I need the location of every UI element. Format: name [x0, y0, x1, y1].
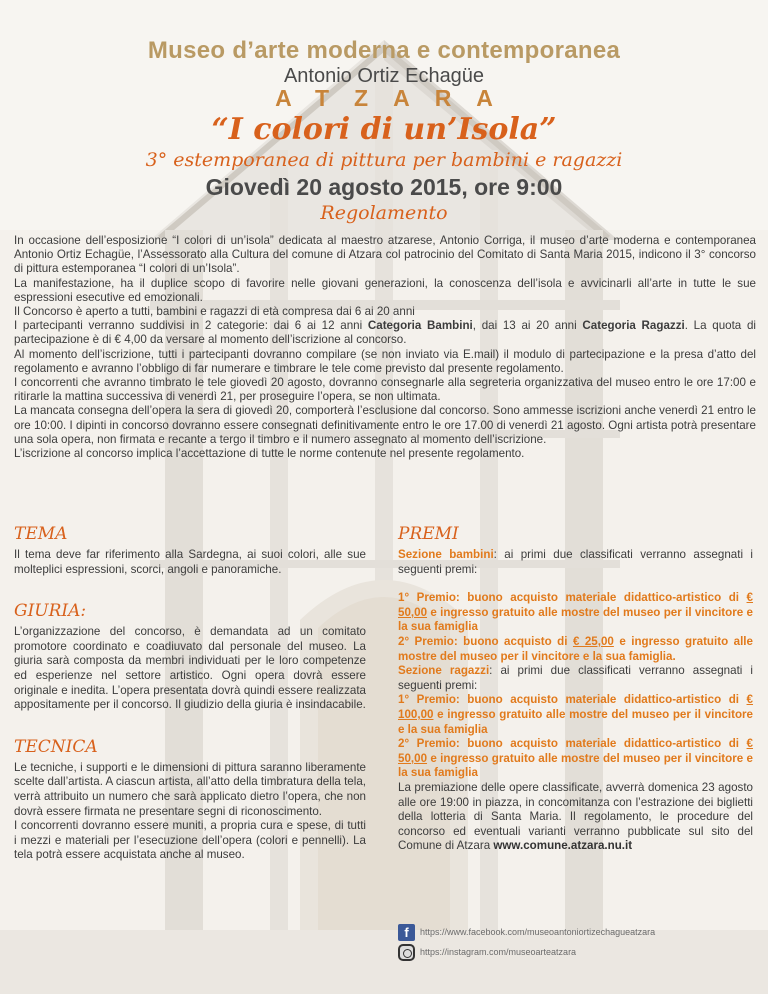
website-link[interactable]: www.comune.atzara.nu.it — [493, 839, 633, 853]
event-title: “I colori di un’Isola” — [211, 112, 557, 147]
tecnica-text: I concorrenti dovranno essere muniti, a propria cura e spese, di tutti i mezzi e materiali per l’esecuzione dell’opera (colori e pennelli). La tela potrà essere acquistata anche al museo. — [14, 819, 366, 862]
event-date: Giovedì 20 agosto 2015, ore 9:00 — [205, 174, 563, 200]
premiazione-text: La premiazione delle opere classificate, avverrà domenica 23 agosto alle ore 19:00 in piazza, in concomitanza con l’estrazione dei biglietti della lotteria di Santa Maria. Il regolamento, le procedure del concorso ed eventuali varianti verranno pubblicate sul sito del Comune di Atzara www.comune.atzara.nu.it — [398, 780, 753, 853]
giuria-text: L’organizzazione del concorso, è demandata ad un comitato promotore coordinato e coadiuvato dal personale del museo. La giuria sarà composta da membri individuati per le loro competenze ed esperienze nel settore artistico. Ogni opera dovrà essere originale e inedita. L’opera presentata dovrà quindi essere realizzata appositamente per il concorso. Il giudizio della giuria è insindacabile. — [14, 625, 366, 712]
section-title-giuria: GIURIA: — [14, 601, 87, 622]
section-heading-regolamento: Regolamento — [320, 202, 448, 224]
facebook-link[interactable] — [398, 922, 655, 942]
intro-paragraph: Il Concorso è aperto a tutti, bambini e ragazzi di età compresa dai 6 ai 20 anni — [14, 305, 415, 319]
intro-paragraph: La mancata consegna dell’opera la sera di giovedì 20, comporterà l’esclusione dal concorso. Sono ammesse iscrizioni anche venerdì 21 entro le ore 10:00. I dipinti in concorso dovranno essere consegnati definitivamente entro le ore 17.00 di venerdì 21 agosto. Ogni artista potrà presentare una sola opera, non firmata e recante a tergo il timbro e il numero assegnato al momento dell’iscrizione. — [14, 404, 756, 446]
museum-name: Antonio Ortiz Echagüe — [283, 65, 485, 87]
event-subtitle: 3° estemporanea di pittura per bambini e ragazzi — [145, 149, 623, 171]
tecnica-text: Le tecniche, i supporti e le dimensioni di pittura saranno liberamente scelte dall’artista. A ciascun artista, all’atto della timbratura della tela, verrà attribuito un numero che sarà applicato dietro l’opera, che non dovrà essere firmata ne presentare segni di riconoscimento. — [14, 760, 366, 818]
intro-paragraph: La manifestazione, ha il duplice scopo di favorire nelle giovani generazioni, la conoscenza dell’isola e avvicinarli all’arte in tutte le sue espressioni esecutive ed emozionali. — [14, 276, 756, 304]
left-column — [14, 524, 366, 863]
facebook-url[interactable]: https://www.facebook.com/museoantoniortizechagueatzara — [420, 927, 656, 937]
social-links — [398, 922, 655, 962]
facebook-icon: f — [398, 924, 415, 941]
premio-ragazzi-2: 2° Premio: buono acquisto materiale didattico-artistico di € 50,00 e ingresso gratuito alle mostre del museo per il vincitore e la sua famiglia — [398, 737, 753, 780]
instagram-link[interactable] — [398, 942, 655, 962]
premio-ragazzi-1: 1° Premio: buono acquisto materiale didattico-artistico di € 100,00 e ingresso gratuito alle mostre del museo per il vincitore e la sua famiglia — [398, 693, 753, 736]
intro-paragraph: I concorrenti che avranno timbrato le tele giovedì 20 agosto, dovranno consegnarle alla segreteria organizzativa del museo entro le ore 17:00 e ritirarle la mattina successiva di venerdì 21, per proseguire l’opera, se non ultimata. — [14, 376, 756, 404]
premio-bambini-2: 2° Premio: buono acquisto di € 25,00 e ingresso gratuito alle mostre del museo per il vincitore e la sua famiglia. — [398, 634, 753, 663]
intro-paragraph: Al momento dell’iscrizione, tutti i partecipanti dovranno compilare (se non inviato via E.mail) il modulo di partecipazione e la presa d’atto del regolamento e avranno l’obbligo di far numerare e timbrare le tele come previsto dal presente regolamento. — [14, 347, 756, 375]
section-title-premi: PREMI — [398, 524, 459, 544]
intro-text — [14, 234, 756, 461]
intro-paragraph: L’iscrizione al concorso implica l’accettazione di tutte le norme contenute nel presente regolamento. — [14, 447, 525, 461]
category-ragazzi: Categoria Ragazzi — [582, 319, 685, 333]
instagram-url[interactable]: https://instagram.com/museoarteatzara — [420, 947, 577, 957]
museum-title: Museo d’arte moderna e contemporanea — [147, 37, 621, 64]
premi-ragazzi-intro: Sezione ragazzi: ai primi due classificati verranno assegnati i seguenti premi: — [398, 664, 754, 692]
intro-paragraph: I partecipanti verranno suddivisi in 2 categorie: dai 6 ai 12 anni Categoria Bambini, dai 13 ai 20 anni Categoria Ragazzi. La quota di partecipazione è di € 4,00 da versare al momento dell’iscrizione al concorso. — [14, 319, 756, 347]
right-column — [398, 524, 753, 854]
intro-paragraph: In occasione dell’esposizione “I colori di un’isola” dedicata al maestro atzarese, Antonio Corriga, il museo d’arte moderna e contemporanea Antonio Ortiz Echagüe, l’Assessorato alla Cultura del comune di Atzara col patrocinio del Comitato di Santa Maria 2015, indicono il 3° concorso di pittura estemporanea “I colori di un’Isola”. — [14, 234, 756, 276]
tema-text: Il tema deve far riferimento alla Sardegna, ai suoi colori, alle sue molteplici espressioni, scorci, angoli e panoramiche. — [14, 548, 366, 576]
town-name: ATZARA — [275, 85, 518, 111]
premio-bambini-1: 1° Premio: buono acquisto materiale didattico-artistico di € 50,00 e ingresso gratuito alle mostre del museo per il vincitore e la sua famiglia — [398, 591, 753, 634]
section-title-tema: TEMA — [14, 524, 68, 544]
premi-bambini-intro: Sezione bambini: ai primi due classificati verranno assegnati i seguenti premi: — [398, 548, 754, 576]
section-title-tecnica: TECNICA — [14, 736, 98, 757]
instagram-icon — [398, 944, 415, 961]
category-bambini: Categoria Bambini — [367, 319, 473, 333]
